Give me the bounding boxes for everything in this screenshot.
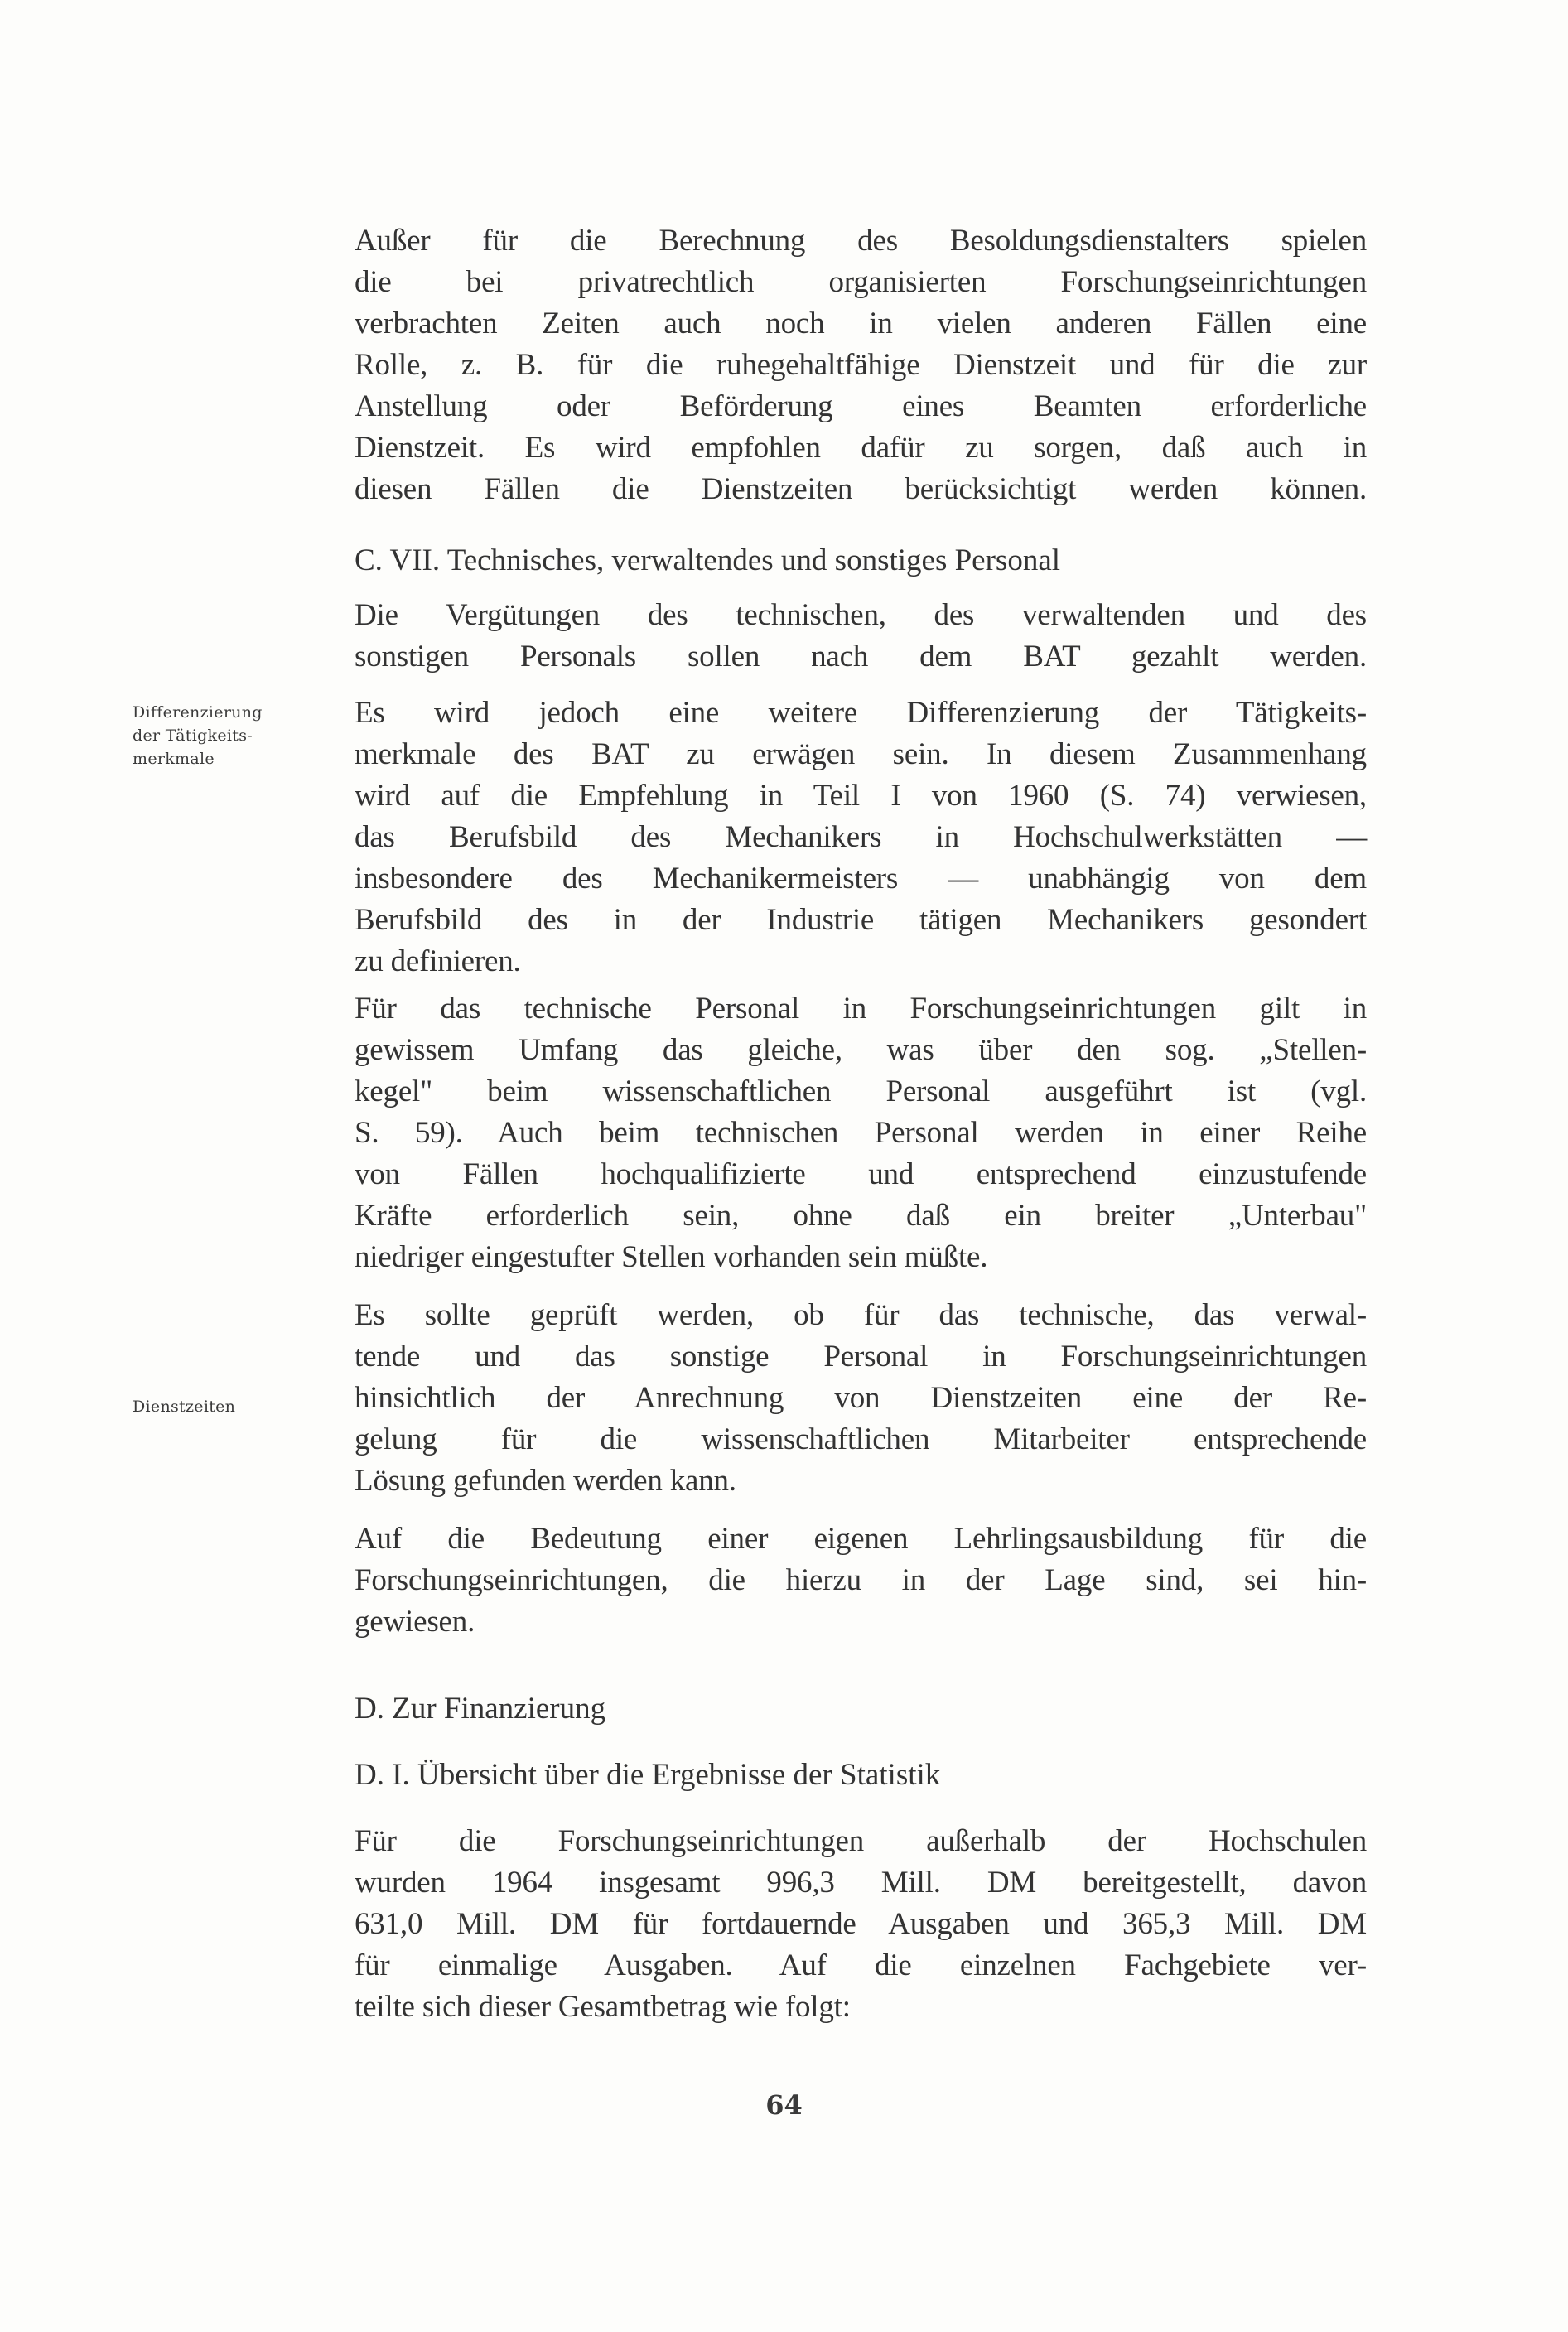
margin-note-line: Differenzierung xyxy=(133,703,263,722)
text-line: Es wird jedoch eine weitere Differenzierung der Tätigkeits- xyxy=(355,696,1367,730)
text-line: merkmale des BAT zu erwägen sein. In diesem Zusammenhang xyxy=(355,737,1367,771)
margin-note-dienstzeiten xyxy=(133,1395,315,1418)
section-heading-c7: C. VII. Technisches, verwaltendes und sonstiges Personal xyxy=(355,543,1061,577)
margin-note-line: Dienstzeiten xyxy=(133,1398,236,1416)
text-line: gewissem Umfang das gleiche, was über den sog. „Stellen- xyxy=(355,1033,1367,1067)
text-line: diesen Fällen die Dienstzeiten berücksichtigt werden können. xyxy=(355,472,1367,506)
text-line: kegel" beim wissenschaftlichen Personal ausgeführt ist (vgl. xyxy=(355,1074,1367,1108)
text-line: Dienstzeit. Es wird empfohlen dafür zu sorgen, daß auch in xyxy=(355,431,1367,465)
text-line: Die Vergütungen des technischen, des verwaltenden und des xyxy=(355,598,1367,632)
text-line: S. 59). Auch beim technischen Personal werden in einer Reihe xyxy=(355,1116,1367,1150)
paragraph-finanzierung xyxy=(355,1821,1367,2028)
margin-note-line: der Tätigkeits- xyxy=(133,727,253,745)
margin-note-line: merkmale xyxy=(133,750,215,768)
text-line: 631,0 Mill. DM für fortdauernde Ausgaben und 365,3 Mill. DM xyxy=(355,1907,1367,1941)
paragraph-anrechnung-dienstzeiten xyxy=(355,1295,1367,1502)
text-line: teilte sich dieser Gesamtbetrag wie folgt: xyxy=(355,1990,851,2024)
section-heading-d: D. Zur Finanzierung xyxy=(355,1692,606,1726)
text-line: Forschungseinrichtungen, die hierzu in der Lage sind, sei hin- xyxy=(355,1563,1367,1597)
margin-note-differenzierung xyxy=(133,701,315,770)
text-line: von Fällen hochqualifizierte und entsprechend einzustufende xyxy=(355,1157,1367,1191)
text-line: gelung für die wissenschaftlichen Mitarbeiter entsprechende xyxy=(355,1422,1367,1456)
text-line: wird auf die Empfehlung in Teil I von 1960 (S. 74) verwiesen, xyxy=(355,779,1367,813)
text-line: niedriger eingestufter Stellen vorhanden sein müßte. xyxy=(355,1240,988,1274)
section-heading-d1: D. I. Übersicht über die Ergebnisse der Statistik xyxy=(355,1758,941,1792)
paragraph-dienstzeiten-privatrechtlich xyxy=(355,220,1367,510)
paragraph-lehrlingsausbildung xyxy=(355,1518,1367,1643)
text-line: Lösung gefunden werden kann. xyxy=(355,1464,736,1498)
text-line: Es sollte geprüft werden, ob für das technische, das verwal- xyxy=(355,1298,1367,1332)
text-line: Für das technische Personal in Forschungseinrichtungen gilt in xyxy=(355,992,1367,1026)
text-line: wurden 1964 insgesamt 996,3 Mill. DM bereitgestellt, davon xyxy=(355,1866,1367,1900)
text-line: Auf die Bedeutung einer eigenen Lehrlingsausbildung für die xyxy=(355,1522,1367,1556)
text-line: verbrachten Zeiten auch noch in vielen anderen Fällen eine xyxy=(355,307,1367,340)
text-line: Berufsbild des in der Industrie tätigen Mechanikers gesondert xyxy=(355,903,1367,937)
text-line: tende und das sonstige Personal in Forschungseinrichtungen xyxy=(355,1340,1367,1374)
paragraph-verguetungen xyxy=(355,595,1367,678)
text-line: gewiesen. xyxy=(355,1605,475,1639)
text-line: sonstigen Personals sollen nach dem BAT gezahlt werden. xyxy=(355,640,1367,674)
text-line: insbesondere des Mechanikermeisters — unabhängig von dem xyxy=(355,862,1367,896)
text-line: das Berufsbild des Mechanikers in Hochschulwerkstätten — xyxy=(355,820,1367,854)
text-line: zu definieren. xyxy=(355,944,521,978)
text-line: für einmalige Ausgaben. Auf die einzelnen Fachgebiete ver- xyxy=(355,1948,1367,1982)
text-line: Anstellung oder Beförderung eines Beamten erforderliche xyxy=(355,389,1367,423)
text-line: Für die Forschungseinrichtungen außerhalb der Hochschulen xyxy=(355,1824,1367,1858)
paragraph-differenzierung xyxy=(355,693,1367,983)
page-number: 64 xyxy=(765,2089,803,2121)
text-line: Rolle, z. B. für die ruhegehaltfähige Dienstzeit und für die zur xyxy=(355,348,1367,382)
text-line: die bei privatrechtlich organisierten Forschungseinrichtungen xyxy=(355,265,1367,299)
text-line: Außer für die Berechnung des Besoldungsdienstalters spielen xyxy=(355,224,1367,258)
text-line: Kräfte erforderlich sein, ohne daß ein breiter „Unterbau" xyxy=(355,1199,1367,1233)
paragraph-technisches-personal xyxy=(355,988,1367,1278)
text-line: hinsichtlich der Anrechnung von Dienstzeiten eine der Re- xyxy=(355,1381,1367,1415)
